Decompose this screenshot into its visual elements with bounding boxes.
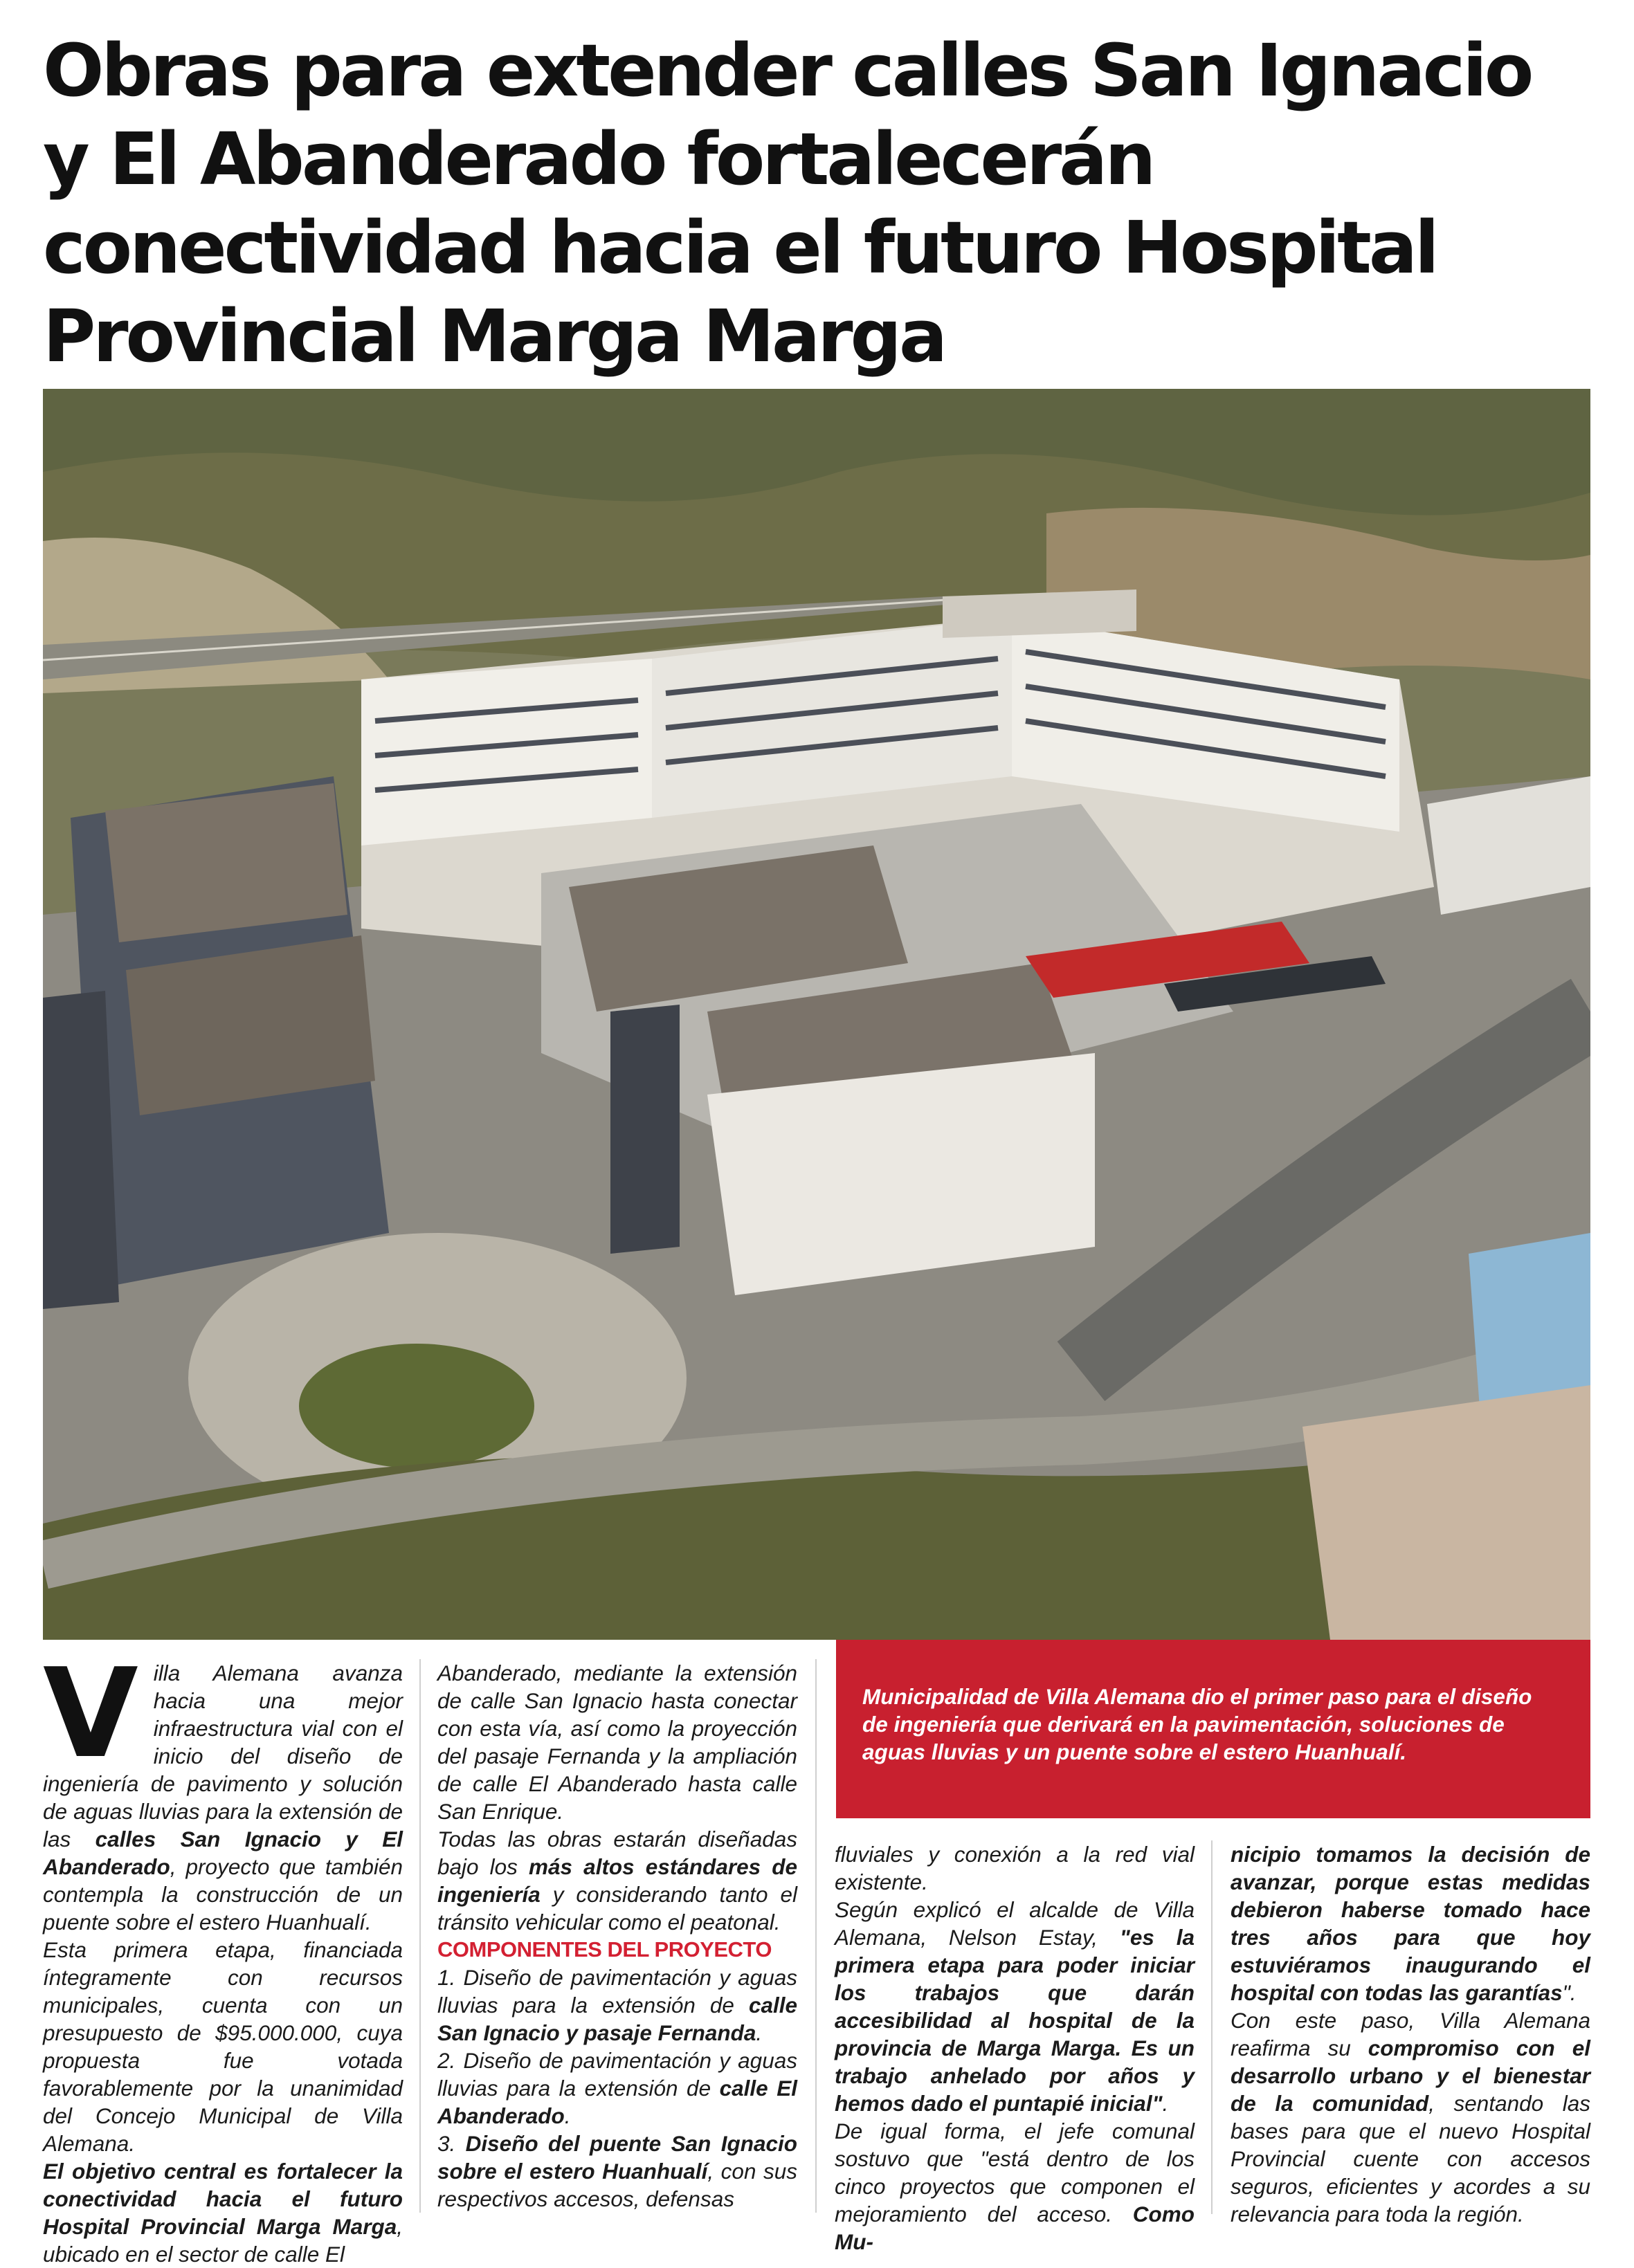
article-paragraph: Según explicó el alcalde de Villa Alemana, Nelson Estay, "es la primera etapa para poder iniciar los trabajos que darán accesibilidad al hospital de la provincia de Marga Marga. Es un trabajo anhelado por años y hemos dado el puntapié inicial". <box>835 1897 1195 2116</box>
column-divider <box>1211 1840 1213 2214</box>
hospital-aerial-photo <box>43 389 1590 1640</box>
article-paragraph: nicipio tomamos la decisión de avanzar, porque estas medidas debieron haberse tomado hace tres años para que hoy estuviéramos inaugurando el hospital con todas las garantías". <box>1231 1842 1590 2005</box>
article-column-1 <box>43 1642 403 2268</box>
column-divider <box>419 1659 421 2213</box>
article-column-4 <box>1231 1840 1590 2228</box>
list-item: 2. Diseño de pavimentación y aguas lluvias para la extensión de calle El Abanderado. <box>437 2048 797 2128</box>
article-paragraph: fluviales y conexión a la red vial existente. <box>835 1842 1195 1894</box>
photo-illustration <box>43 389 1590 1640</box>
column-divider <box>815 1659 817 2213</box>
article-paragraph: Abanderado, mediante la extensión de calle San Ignacio hasta conectar con esta vía, así como la proyección del pasaje Fernanda y la ampliación de calle El Abanderado hasta calle San Enrique. <box>437 1661 797 1824</box>
article-column-3 <box>835 1840 1195 2256</box>
section-subhead: COMPONENTES DEL PROYECTO <box>437 1937 772 1961</box>
highlight-box <box>836 1640 1590 1818</box>
article-paragraph: Villa Alemana avanza hacia una mejor infraestructura vial con el inicio del diseño de ingeniería de pavimento y solución de aguas lluvias para la extensión de las calles San Ignacio y El Abanderado, proyecto que también contempla la construcción de un puente sobre el estero Huanhualí. <box>43 1642 403 1935</box>
list-item: 3. Diseño del puente San Ignacio sobre el estero Huanhualí, con sus respectivos accesos, defensas <box>437 2131 797 2211</box>
article-paragraph: Con este paso, Villa Alemana reafirma su compromiso con el desarrollo urbano y el bienestar de la comunidad, sentando las bases para que el nuevo Hospital Provincial cuente con accesos seguros, eficientes y acordes a su relevancia para toda la región. <box>1231 2008 1590 2226</box>
article-paragraph: Esta primera etapa, financiada íntegramente con recursos municipales, cuenta con un presupuesto de $95.000.000, cuya propuesta fue votada favorablemente por la unanimidad del Concejo Municipal de Villa Alemana. <box>43 1937 403 2156</box>
article-paragraph: Todas las obras estarán diseñadas bajo los más altos estándares de ingeniería y considerando tanto el tránsito vehicular como el peatonal. <box>437 1827 797 1935</box>
highlight-box-text: Municipalidad de Villa Alemana dio el primer paso para el diseño de ingeniería que derivará en la pavimentación, soluciones de aguas lluvias y un puente sobre el estero Huanhualí. <box>862 1684 1532 1764</box>
headline: Obras para extender calles San Ignacio y El Abanderado fortalecerán conectividad hacia el futuro Hospital Provincial Marga Marga <box>43 28 1532 378</box>
list-item: 1. Diseño de pavimentación y aguas lluvias para la extensión de calle San Ignacio y pasaje Fernanda. <box>437 1965 797 2045</box>
article-paragraph: De igual forma, el jefe comunal sostuvo que "está dentro de los cinco proyectos que componen el mejoramiento del acceso. Como Mu- <box>835 2119 1195 2254</box>
article-column-2 <box>437 1659 797 2213</box>
article-paragraph: El objetivo central es fortalecer la conectividad hacia el futuro Hospital Provincial Marga Marga, ubicado en el sector de calle El <box>43 2159 403 2267</box>
drop-cap: V <box>43 1642 138 1785</box>
